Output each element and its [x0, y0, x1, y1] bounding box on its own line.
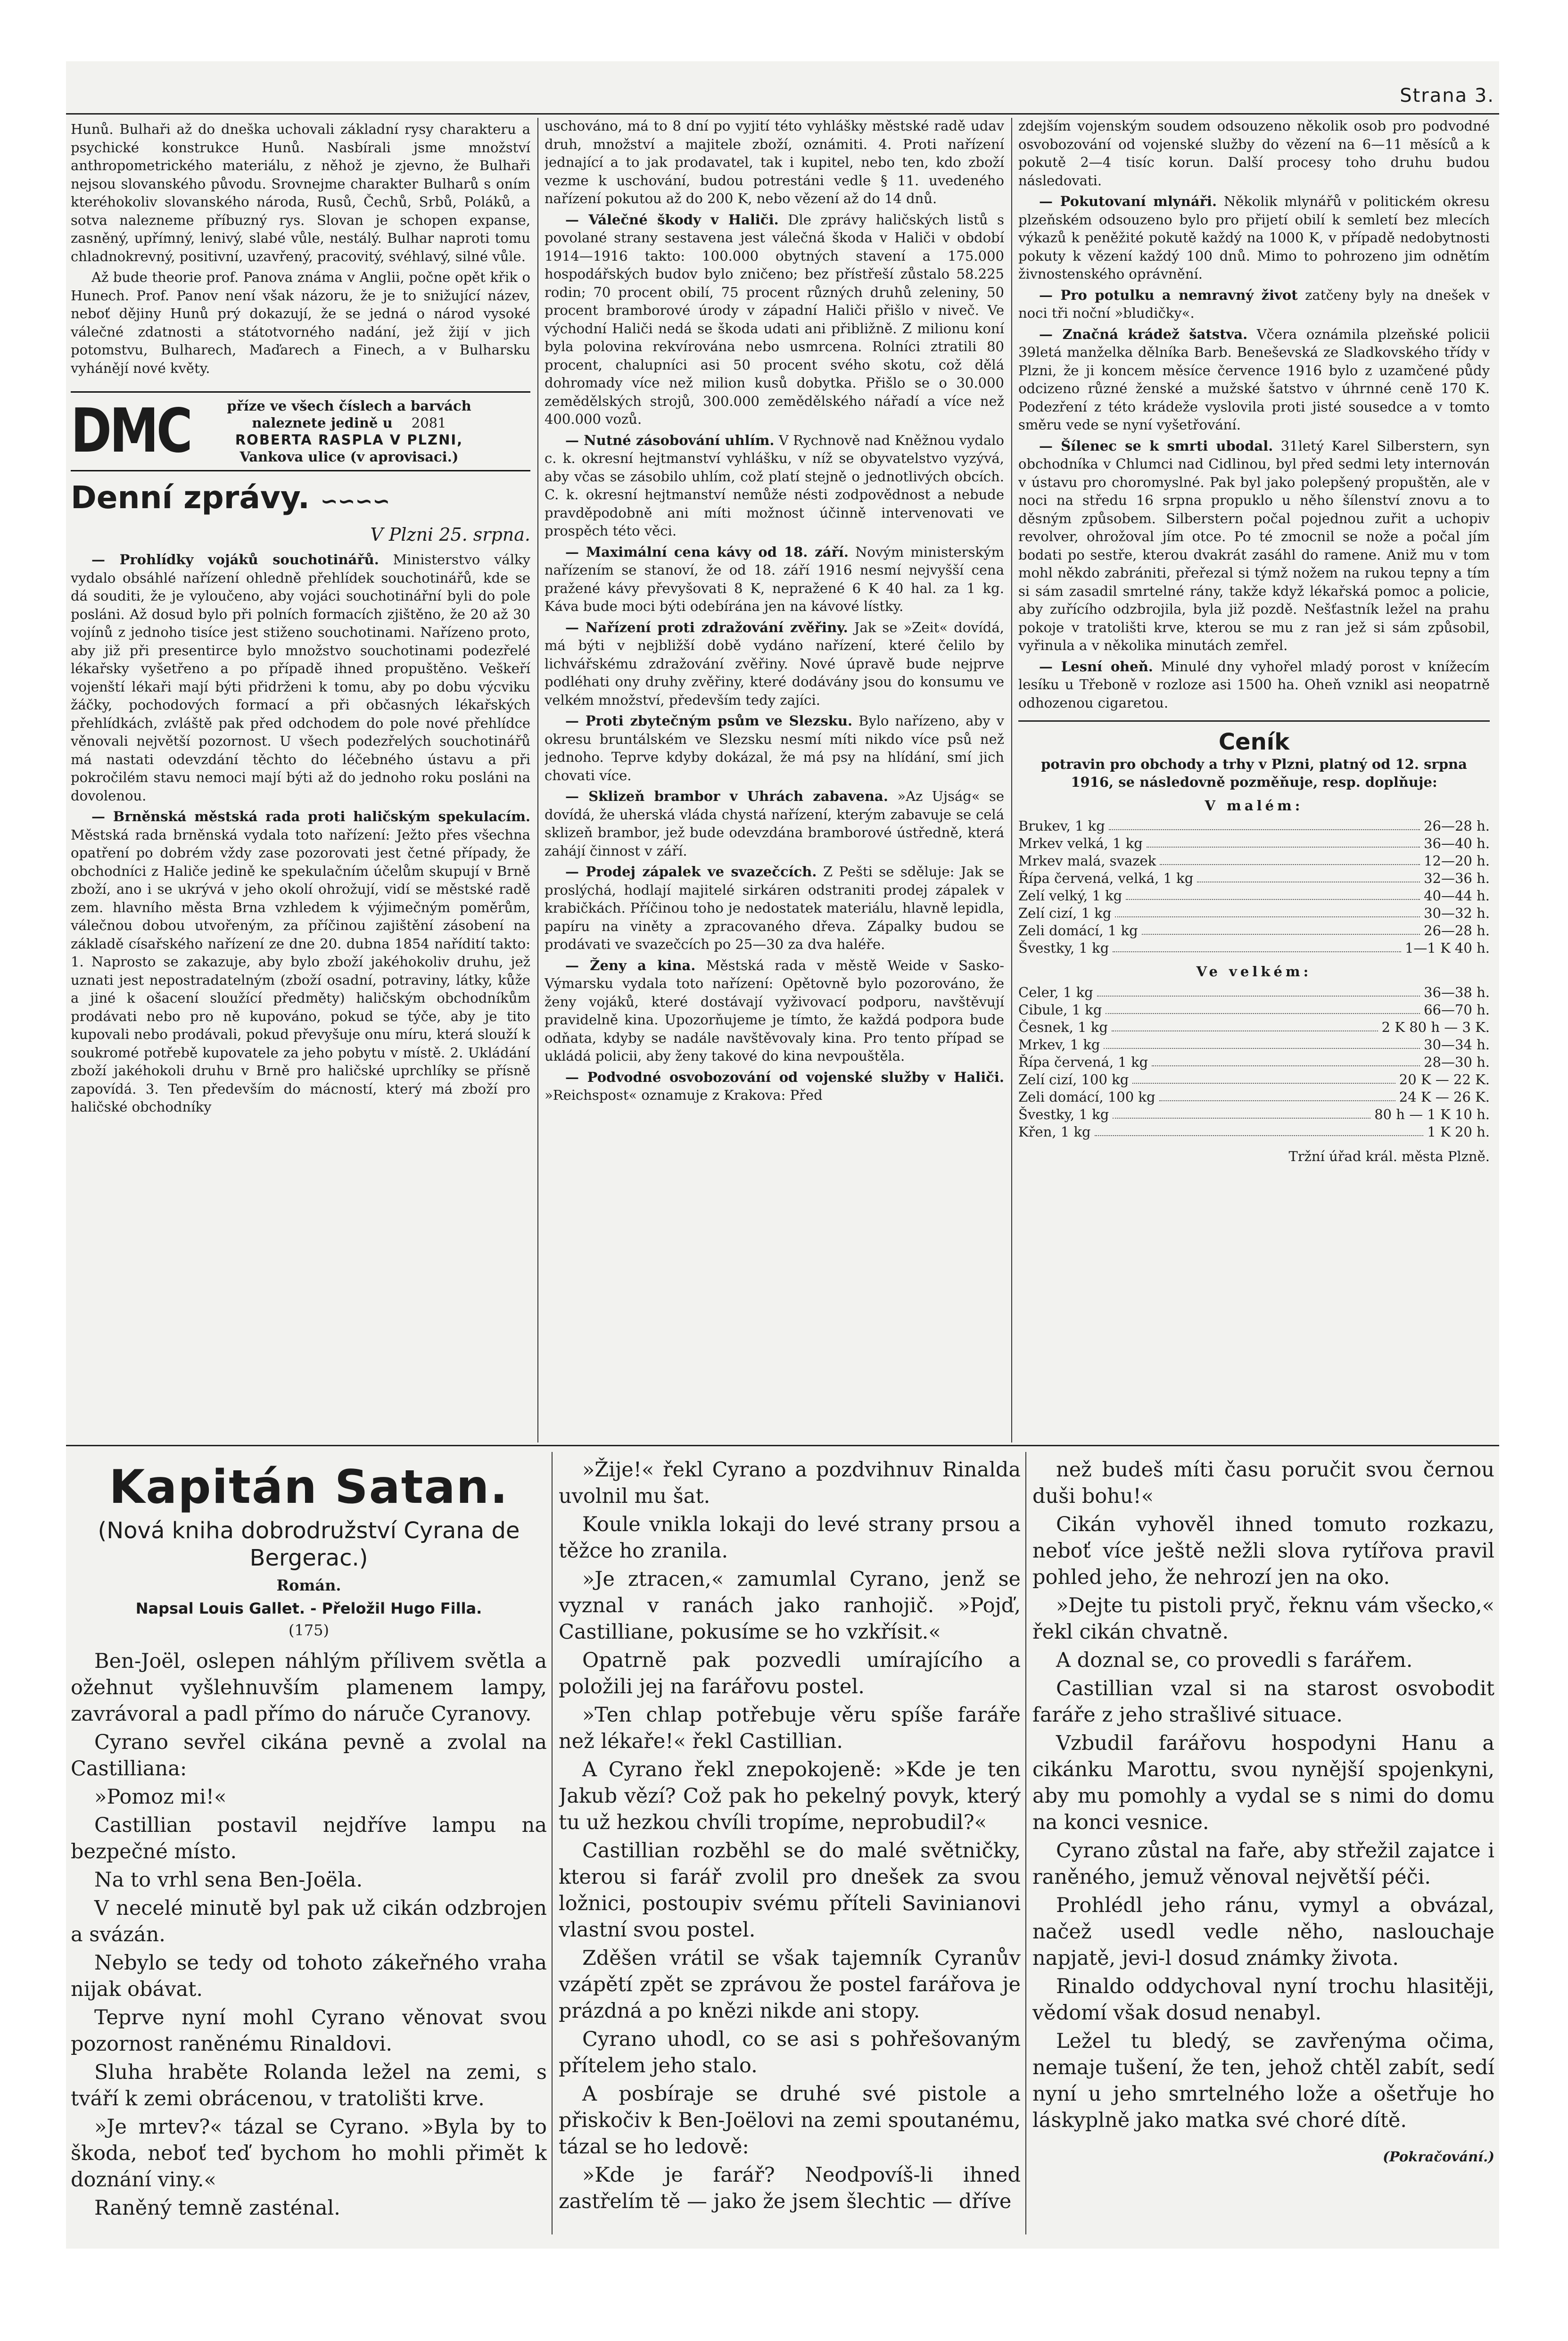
serial-column-3 [1032, 1457, 1494, 2239]
section-title: Denní zprávy. ∽∽∽∽ [71, 479, 390, 516]
serial-subtitle: (Nová kniha dobrodružství Cyrana de Bergerac.) [98, 1517, 520, 1571]
serial-paragraph: Rinaldo oddychoval nyní trochu hlasitěji, vědomí však dosud nenabyl. [1032, 1975, 1494, 2025]
serial-paragraph: »Ten chlap potřebuje věru spíše faráře než lékaře!« řekl Castillian. [559, 1703, 1021, 1753]
serial-paragraph: Cyrano uhodl, co se asi s pohřešovaným přítelem jeho stalo. [559, 2028, 1021, 2077]
price-value: 32—36 h. [1424, 870, 1490, 886]
price-item: Česnek, 1 kg [1018, 1019, 1108, 1035]
serial-text [559, 1457, 1021, 2215]
news-item-text: Městská rada v městě Weide v Sasko-Výmarsku vydala toto nařízení: Opětovně bylo pozorováno, že ženy vojáků, které dostávají vyživovací podporu, navštěvují pravidelně kina. Upozorňujeme je tímto, že každá podpora bude odňata, kdyby se nadále navštěvovaly kina. Pro tento případ se ukládá policii, aby ženy takové do kina nevpouštěla. [545, 957, 1004, 1064]
news-item-headline: — Značná krádež šatstva. [1039, 326, 1248, 342]
price-value: 26—28 h. [1424, 818, 1490, 834]
serial-paragraph: Castillian postavil nejdříve lampu na bezpečné místo. [71, 1813, 547, 1863]
price-row [1018, 905, 1490, 922]
price-row [1018, 1071, 1490, 1088]
serial-paragraph: Teprve nyní mohl Cyrano věnovat svou pozornost raněnému Rinaldovi. [71, 2005, 547, 2056]
newspaper-page [66, 61, 1499, 2249]
price-item: Cibule, 1 kg [1018, 1001, 1102, 1018]
news-item-text: »Az Ujság« se dovídá, že uherská vláda chystá nařízení, kterým zabavuje se celá sklizeň brambor, jež bude odevzdána bramborové ústředně, která zahájí činnost v září. [545, 788, 1004, 859]
news-item-text: Městská rada brněnská vydala toto nařízení: Ježto přes všechna opatření po dobrém vždy zase pozorovati jest četné případy, že obchodníci z Haliče jedině ke spekulačním účelům skupují v Brně zboží, ano i se ukrývá v jeho okolí ohrožují, vidí se městské radě zem. hlavního města Brna vzhledem k výjimečným poměrům, válečnou dobou utvořeným, za příčinou zajištění zásobení na základě císařského nařízení ze dne 20. dubna 1854 nařídití takto: 1. Naprosto se zakazuje, aby bylo zboží jakéhokoliv druhu, jež uznati jest nepostradatelným (zboží osadní, potraviny, látky, kůže a jiné k ošacení sloužící předměty) haličským obchodníkům prodávati nebo pro ně kupováno, pokud se týče, aby je tito kupovali nebo prodávali, pokud převyšuje onu míru, která slouží k soukromé potřebě kupovatele za jeho pobytu v místě. 2. Ukládání zboží jakéhokoli druhu v Brně pro haličské uprchlíky se přísně zapovídá. 3. Ten především do mácností, který má zboží pro haličské obchodníky [71, 826, 530, 1115]
news-item [545, 211, 1004, 429]
leader-dots [1126, 887, 1420, 900]
news-items [1018, 192, 1490, 712]
price-row [1018, 1106, 1490, 1123]
serial-paragraph: Zděšen vrátil se však tajemník Cyranův vzápětí zpět se zprávou že postel farářova je prázdná a po knězi nikde ani stopy. [559, 1946, 1021, 2023]
page-number: Strana 3. [1400, 85, 1494, 107]
price-item: Mrkev velká, 1 kg [1018, 835, 1143, 851]
news-item [545, 431, 1004, 540]
news-item-headline: — Válečné škody v Haliči. [565, 211, 779, 228]
price-row [1018, 817, 1490, 835]
price-item: Zelí cizí, 100 kg [1018, 1071, 1129, 1088]
news-item [545, 787, 1004, 860]
serial-author: Napsal Louis Gallet. - Přeložil Hugo Filla. [135, 1599, 482, 1617]
serial-paragraph: V necelé minutě byl pak už cikán odzbrojen a svázán. [71, 1896, 547, 1946]
leader-dots [1112, 1019, 1378, 1031]
serial-paragraph: Koule vnikla lokaji do levé strany prsou a těžce ho zranila. [559, 1513, 1021, 1563]
news-item [1018, 286, 1490, 322]
retail-label: V malém: [1205, 797, 1304, 814]
leader-dots [1160, 852, 1420, 865]
news-item-headline: — Pro potulku a nemravný život [1039, 287, 1298, 303]
dmc-logo: DMC [71, 396, 190, 466]
leader-dots [1132, 1071, 1395, 1084]
news-item-text: V Rychnově nad Kněžnou vydalo c. k. okresní hejtmanství vyhlášku, v níž se obyvatelstvo vyzývá, aby včas se zásobilo uhlím, což platí stejně o jednotlivých obcích. C. k. okresní hejtmanství nemůže nésti zodpovědnost a nebude pravděpodobně ani míti možnost účinně intervenovati ve prospěch této věci. [545, 432, 1004, 539]
news-items [71, 551, 530, 1116]
price-row [1018, 984, 1490, 1001]
serial-genre: Román. [276, 1576, 341, 1594]
leader-dots [1113, 940, 1401, 952]
leader-dots [1106, 1001, 1420, 1014]
column-rule [537, 118, 538, 1443]
news-item-text: Včera oznámila plzeňské policii 39letá manželka dělníka Barb. Beneševská ze Sladkovského třídy v Plzni, že ji koncem měsíce července 1916 bylo z uzamčené půdy odcizeno různé ženské a mužské šatstvo v úhrnné ceně 170 K. Podezření z této krádeže vyslovila proti jisté sousedce a v tomto směru vede se nyní vyšetřování. [1018, 326, 1490, 433]
lead-paragraph: Hunů. Bulhaři až do dneška uchovali základní rysy charakteru a psychické konstrukce Hunů. Nasbírali jsme množství anthropometrického materiálu, z něhož je zjevno, že Bulhaři nejsou slovanského původu. Srovnejme charakter Bulharů s oním kteréhokoliv slovanského národa, Rusů, Čechů, Srbů, Poláků, a sotva nalezneme příbuzný rys. Slovan je schopen expanse, zasněný, upřímný, lenivý, slabé vůle, nestálý. Bulhar naproti tomu chladnokrevný, positivní, uzavřený, pracovitý, svéhlavý, silné vůle. [71, 121, 530, 264]
serial-paragraph: Castillian rozběhl se do malé světničky, kterou si farář zvolil pro dnešek za svou ložnici, postoupiv svému příteli Savinianovi vlastní svou postel. [559, 1839, 1021, 1942]
serial-paragraph: Vzbudil farářovu hospodyni Hanu a cikánku Marottu, svou nynější spojenkyni, aby mu pomohly a vydal se s nimi do domu na konci vesnice. [1032, 1731, 1494, 1834]
price-item: Zelí velký, 1 kg [1018, 888, 1122, 904]
serial-paragraph: než budeš míti času poručit svou černou duši bohu!« [1032, 1458, 1494, 1508]
news-item-headline: — Nutné zásobování uhlím. [565, 432, 775, 448]
price-value: 2 K 80 h — 3 K. [1381, 1019, 1490, 1035]
serial-paragraph: A posbíraje se druhé své pistole a přiskočiv k Ben-Joëlovi na zemi spoutanému, tázal se ho ledově: [559, 2082, 1021, 2159]
news-item-headline: — Ženy a kina. [565, 957, 696, 973]
serial-paragraph: Prohlédl jeho ránu, vymyl a obvázal, načež usedl vedle něho, naslouchaje napjatě, jevi-l dosud známky života. [1032, 1894, 1494, 1970]
price-value: 66—70 h. [1424, 1001, 1490, 1018]
wholesale-label: Ve velkém: [1196, 964, 1312, 980]
news-item [1018, 437, 1490, 655]
leader-dots [1147, 835, 1420, 848]
price-value: 24 K — 26 K. [1399, 1088, 1490, 1105]
advertisement-text [168, 397, 530, 465]
news-item-headline: — Šílenec se k smrti ubodal. [1039, 437, 1273, 454]
col2-intro: uschováno, má to 8 dní po vyjití této vyhlášky městské radě udav druh, množství a majitele zboží, oznámiti. 4. Proti nařízení jednající a to jak prodavatel, tak i kupitel, nebo ten, kdo zboží vezme k uschování, budou potrestáni vedle § 11. uvedeného nařízení pokutou až do 200 K, nebo vězení až do 14 dnů. [545, 118, 1004, 206]
news-item-headline: — Lesní oheň. [1039, 658, 1153, 675]
price-list-intro: potravin pro obchody a trhy v Plzni, platný od 12. srpna 1916, se následovně pozměňuje, resp. doplňuje: [1041, 756, 1467, 790]
news-item-headline: — Sklizeň brambor v Uhrách zabavena. [565, 788, 888, 804]
serial-paragraph: Cikán vyhověl ihned tomuto rozkazu, neboť více ještě nežli slova rytířova pravil pohled jeho, že nehrozí jen na oko. [1032, 1513, 1494, 1589]
news-item-headline: — Brněnská městská rada proti haličským spekulacím. [91, 808, 530, 824]
news-item [1018, 192, 1490, 283]
news-item-headline: — Podvodné osvobozování od vojenské služby v Haliči. [565, 1069, 1004, 1085]
news-items [545, 211, 1004, 1105]
serial-paragraph: Castillian vzal si na starost osvobodit faráře z jeho strašlivé situace. [1032, 1677, 1494, 1727]
leader-dots [1104, 1036, 1420, 1049]
price-row [1018, 940, 1490, 957]
news-item-headline: — Proti zbytečným psům ve Slezsku. [565, 713, 853, 729]
serial-paragraph: A doznal se, co provedli s farářem. [1056, 1649, 1413, 1672]
wholesale-price-table [1018, 984, 1490, 1141]
price-item: Mrkev, 1 kg [1018, 1036, 1100, 1053]
news-column-2 [545, 117, 1004, 1442]
price-item: Švestky, 1 kg [1018, 1106, 1109, 1122]
price-row [1018, 1019, 1490, 1036]
serial-issue-number: (175) [288, 1621, 330, 1639]
news-item [545, 543, 1004, 616]
price-item: Brukev, 1 kg [1018, 818, 1105, 834]
price-row [1018, 1088, 1490, 1106]
price-row [1018, 852, 1490, 870]
serial-paragraph: »Pomoz mi!« [94, 1785, 227, 1809]
news-item-headline: — Pokutovaní mlynáři. [1039, 193, 1217, 209]
serial-paragraph: A Cyrano řekl znepokojeně: »Kde je ten Jakub vězí? Což pak ho pekelný povyk, který tu už hezkou chvíli tropíme, neprobudil?« [559, 1758, 1021, 1834]
leader-dots [1097, 984, 1420, 997]
serial-paragraph: Opatrně pak pozvedli umírajícího a položili jej na farářovu postel. [559, 1649, 1021, 1698]
price-value: 12—20 h. [1424, 853, 1490, 869]
serial-column-1 [71, 1457, 547, 2239]
news-item-text: 31letý Karel Silberstern, syn obchodníka v Chlumci nad Cidlinou, byl před sedmi lety internován v ústavu pro choromyslné. Pak byl jako polepšený propuštěn, ale v noci na středu 16 srpna propuklo u něho šílenství znovu a to děsným způsobem. Silberstern počal pojednou zuřit a uchopiv revolver, ohrožoval jím otce. Po té zmocnil se nože a počal jím bodati po sestře, kterou dvakrát zasáhl do ramene. Aniž mu v tom mohl někdo zabrániti, přeřezal si týmž nožem na rukou tepny a tím si sám zasadil smrtelné rány, takže když lékařská pomoc a policie, aby zuřícího odzbrojila, byla již pozdě. Nešťastník ležel na prahu pokoje v tratolišti krve, kterou se mu z ran jež si sám způsobil, vyřinula a v několika minutách zemřel. [1018, 437, 1490, 653]
price-list-title: Ceník [1218, 729, 1290, 755]
price-item: Zelí cizí, 1 kg [1018, 905, 1112, 921]
serial-text [71, 1648, 547, 2221]
price-item: Celer, 1 kg [1018, 984, 1093, 1000]
column-rule [1025, 1452, 1026, 2234]
page-header [66, 71, 1499, 115]
news-item-text: »Reichspost« oznamuje z Krakova: Před [545, 1087, 823, 1103]
advertisement-box [71, 391, 530, 471]
serial-paragraph: Sluha hraběte Rolanda ležel na zemi, s tváří k zemi obrácenou, v tratolišti krve. [71, 2060, 547, 2110]
news-item-headline: — Prohlídky vojáků souchotinářů. [91, 552, 379, 568]
price-item: Zeli domácí, 1 kg [1018, 923, 1138, 939]
column-rule [1011, 118, 1012, 1443]
serial-column-2 [559, 1457, 1021, 2239]
price-item: Křen, 1 kg [1018, 1123, 1091, 1140]
serial-paragraph: »Kde je farář? Neodpovíš-li ihned zastřelím tě — jako že jsem šlechtic — dříve [559, 2163, 1021, 2213]
serial-paragraph: Na to vrhl sena Ben-Joëla. [94, 1868, 363, 1892]
leader-dots [1109, 817, 1420, 830]
news-item [545, 863, 1004, 954]
news-item-text: Ministerstvo války vydalo obsáhlé nařízení ohledně přehlídek souchotinářů, kde se dá souditi, že je vyloučeno, aby vojáci souchotinářní byli do pole posláni. Až dosud bylo při polních formacích zjištěno, že 20 až 30 vojínů z jednoho tisíce jest stiženo souchotinami. Nařízeno proto, aby již při presentirce bylo množstvo souchotinami podezřelé lékařsky vyšetřeno a po případě ihned propuštěno. Veškeří vojenští lékaři mají býti přidrženi k tomu, aby po dobu výcviku žáčky, pochodových formací a při občasných lékařských přehlídkách, zvláště pak před odchodem do pole nové přehlídce věnovali největší pozornost. U všech podezřelých souchotinářů má nastati odevzdání těchto do léčebného ústavu a při pokročilém stavu nemoci mají býti až do jednoho roku posláni na dovolenou. [71, 552, 530, 804]
serial-paragraph: Nebylo se tedy od tohoto zákeřného vraha nijak obávat. [71, 1951, 547, 2001]
news-item [1018, 325, 1490, 434]
price-item: Řípa červená, 1 kg [1018, 1054, 1148, 1070]
price-row [1018, 1123, 1490, 1141]
price-value: 40—44 h. [1424, 888, 1490, 904]
price-row [1018, 887, 1490, 905]
serial-paragraph: Raněný temně zasténal. [94, 2196, 340, 2220]
price-value: 30—34 h. [1424, 1036, 1490, 1053]
section-rule [1018, 720, 1490, 722]
ad-line-3: ROBERTA RASPLA V PLZNI, [235, 432, 463, 448]
price-item: Řípa červená, velká, 1 kg [1018, 870, 1194, 886]
serial-paragraph: »Žije!« řekl Cyrano a pozdvihnuv Rinalda uvolnil mu šat. [559, 1458, 1021, 1508]
price-row [1018, 1054, 1490, 1071]
serial-paragraph: Cyrano sevřel cikána pevně a zvolal na Castilliana: [71, 1730, 547, 1780]
leader-dots [1142, 922, 1420, 935]
lead-paragraph-2: Až bude theorie prof. Panova známa v Anglii, počne opět křik o Hunech. Prof. Panov není však názoru, že je to snižující název, neboť dějiny Hunů prý dokazují, že se jedná o národ vysoké válečné zdatnosti a státotvorného nadání, jež žijí v jich potomstvu, Bulharech, Maďarech a Finech, a v Bulharsku vyhánějí nové květy. [71, 269, 530, 376]
news-item-text: Několik mlynářů v politickém okresu plzeňském odsouzeno bylo pro přijetí obilí k semletí bez mlecích výkazů k peněžité pokutě každý na 1000 K, v případě nedobytnosti pokuty k vězení každý 100 dnů. Mimo to pohrozeno jim odnětím živnostenského oprávnění. [1018, 193, 1490, 282]
price-row [1018, 922, 1490, 940]
price-value: 28—30 h. [1424, 1054, 1490, 1070]
news-item-headline: — Prodej zápalek ve svazečcích. [565, 864, 817, 880]
price-value: 20 K — 22 K. [1399, 1071, 1490, 1088]
news-item [1018, 658, 1490, 712]
price-value: 30—32 h. [1424, 905, 1490, 921]
price-row [1018, 835, 1490, 852]
news-item [71, 808, 530, 1116]
serial-paragraph: Ben-Joël, oslepen náhlým přílivem světla a ožehnut vyšlehnuvším plamenem lampy, zavrávoral a padl přímo do náruče Cyranovy. [71, 1649, 547, 1726]
news-item [545, 1068, 1004, 1105]
news-item-headline: — Maximální cena kávy od 18. září. [565, 544, 849, 560]
price-item: Švestky, 1 kg [1018, 940, 1109, 956]
leader-dots [1159, 1088, 1395, 1101]
serial-paragraph: Ležel tu bledý, se zavřenýma očima, nemaje tušení, že ten, jehož chtěl zabít, sedí nyní u jeho smrtelného lože a ošetřuje ho láskyplně jako matka své choré dítě. [1032, 2029, 1494, 2132]
news-item-text: Novým ministerským nařízením se stanoví, že od 18. září 1916 nesmí nejvyšší cena pražené kávy převyšovati 8 K, nepražené 6 K 40 hal. za 1 kg. Káva bude moci býti odebírána jen na kávové lístky. [545, 544, 1004, 614]
news-item [545, 956, 1004, 1065]
ad-line-1: příze ve všech číslech a barvách [227, 398, 471, 414]
news-item [71, 551, 530, 805]
news-item-text: Z Pešti se sděluje: Jak se proslýchá, hodlají majitelé sirkáren odstraniti prodej zápalek v krabičkách. Příčinou toho je nedostatek materiálu, hlavně lepidla, papíru na viněty a zpracovaného dřeva. Zápalky budou se prodávati ve svazečcích po 25—30 za dva haléře. [545, 864, 1004, 952]
news-item-text: Bylo nařízeno, aby v okresu bruntálském ve Slezsku nesmí míti nikdo více psů než jednoho. Teprve kdyby dokázal, že má psy na hlídání, smí jich chovati více. [545, 713, 1004, 783]
leader-dots [1152, 1054, 1420, 1066]
col3-intro: zdejším vojenským soudem odsouzeno několik osob pro podvodné osvobozování od vojenské služby do vězení na 6—11 měsíců a k pokutě 2—4 tisíc korun. Další procesy toho druhu budou následovati. [1018, 118, 1490, 189]
leader-dots [1113, 1106, 1370, 1119]
news-item [545, 712, 1004, 784]
news-item-text: zatčeny byly na dnešek v noci tři noční »bludičky«. [1018, 287, 1490, 321]
column-rule [552, 1452, 553, 2234]
leader-dots [1197, 870, 1420, 882]
news-item [545, 618, 1004, 709]
news-item-headline: — Nařízení proti zdražování zvěřiny. [565, 619, 848, 635]
price-row [1018, 1001, 1490, 1019]
price-value: 1 K 20 h. [1427, 1123, 1490, 1140]
news-column-3 [1018, 117, 1490, 1442]
price-value: 36—40 h. [1424, 835, 1490, 851]
ad-line-2: naleznete jedině u 2081 [252, 415, 446, 431]
news-column-1 [71, 120, 530, 1440]
ad-line-4: Vankova ulice (v aprovisaci.) [239, 449, 459, 465]
price-item: Zeli domácí, 100 kg [1018, 1088, 1155, 1105]
page-divider [66, 1445, 1499, 1446]
price-value: 26—28 h. [1424, 923, 1490, 939]
price-row [1018, 870, 1490, 887]
news-item-text: Dle zprávy haličských listů s povolané strany sestavena jest válečná škoda v Haliči v období 1914—1916 takto: 100.000 obytných stavení a 175.000 hospodářských budov bylo zničeno; bez přístřeší zůstalo 58.225 rodin; 70 procent obilí, 75 procent různých druhů zeleniny, 50 procent bramborové úrody v západní Haliči přišlo v niveč. Ve východní Haliči nedá se škoda udati ani přibližně. Z milionu koní byla polovina rekvírována nebo usmrcena. Rolníci ztratili 80 procent, chalupníci asi 50 procent svého skotu, což dělá dohromady více než milion kusů dobytka. Přišlo se o 30.000 zemědělských strojů, 300.000 zemědělského nářadí a více než 400.000 vozů. [545, 211, 1004, 427]
leader-dots [1095, 1123, 1424, 1136]
news-item-text: Jak se »Zeit« dovídá, má býti v nejbližší době vydáno nařízení, které čelilo by lichvářskému zdražování zvěřiny. Nové úpravě bude nejprve podléhati ony druhy zvěřiny, které dodávány jsou do konsumu ve velkém množství, především tedy zajíci. [545, 619, 1004, 708]
price-value: 36—38 h. [1424, 984, 1490, 1000]
price-item: Mrkev malá, svazek [1018, 853, 1156, 869]
serial-paragraph: »Je ztracen,« zamumlal Cyrano, jenž se vyznal v ranách jako ranhojič. »Pojď, Castilliane, pokusíme se ho vzkřísit.« [559, 1567, 1021, 1644]
serial-text [1032, 1457, 1494, 2134]
news-item-text: Minulé dny vyhořel mladý porost v knížecím lesíku u Třeboně v rozloze asi 1500 ha. Oheň vznikl asi neopatrně odhozenou cigaretou. [1018, 658, 1490, 711]
serial-paragraph: »Je mrtev?« tázal se Cyrano. »Byla by to škoda, neboť teď bychom ho mohli přimět k doznání viny.« [71, 2115, 547, 2192]
price-value: 80 h — 1 K 10 h. [1374, 1106, 1490, 1122]
dateline: V Plzni 25. srpna. [370, 524, 530, 545]
price-value: 1—1 K 40 h. [1404, 940, 1490, 956]
price-list-footer: Tržní úřad král. města Plzně. [1288, 1148, 1490, 1164]
serial-paragraph: Cyrano zůstal na faře, aby střežil zajatce i raněného, jemuž věnoval největší péči. [1032, 1839, 1494, 1889]
serial-title: Kapitán Satan. [109, 1460, 509, 1514]
serial-paragraph: »Dejte tu pistoli pryč, řeknu vám všecko,« řekl cikán chvatně. [1032, 1594, 1494, 1644]
retail-price-table [1018, 817, 1490, 957]
leader-dots [1115, 905, 1420, 917]
continued-note: (Pokračování.) [1383, 2149, 1494, 2165]
price-row [1018, 1036, 1490, 1054]
